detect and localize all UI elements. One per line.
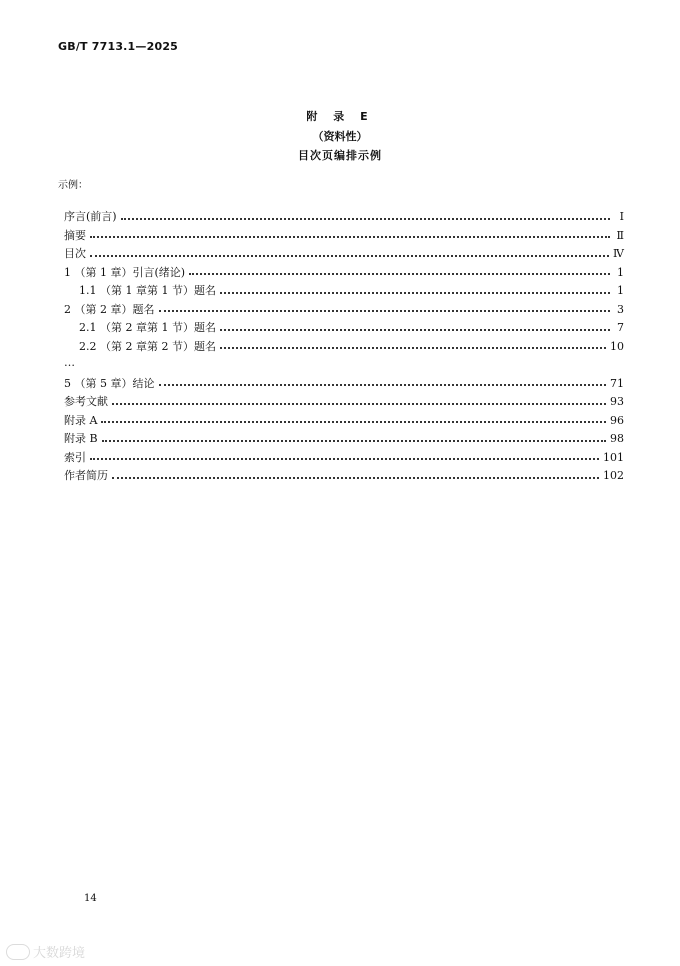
- toc-entry-label: 附录 B: [64, 432, 98, 445]
- watermark: [6, 942, 85, 961]
- toc-entry-label: 索引: [64, 450, 86, 464]
- toc-entry-label: 5 （第 5 章）结论: [64, 376, 155, 390]
- toc-ellipsis: [64, 356, 624, 375]
- table-of-contents: [64, 208, 624, 486]
- toc-entry-page: 7: [617, 321, 624, 334]
- toc-leader-dots: [90, 255, 609, 257]
- toc-entry: [64, 245, 624, 264]
- toc-entry-label: 2 （第 2 章）题名: [64, 302, 155, 316]
- toc-leader-dots: [220, 347, 606, 349]
- toc-entry: [64, 264, 624, 283]
- appendix-type: （资料性）: [312, 130, 368, 143]
- toc-leader-dots: [112, 477, 599, 479]
- toc-entry-label: 1.1 （第 1 章第 1 节）题名: [79, 284, 216, 297]
- toc-entry-page: 1: [617, 284, 624, 297]
- standard-code: GB/T 7713.1—2025: [58, 40, 179, 53]
- toc-leader-dots: [121, 218, 610, 220]
- toc-entry-label: 参考文献: [64, 395, 108, 408]
- toc-entry-page: 101: [603, 450, 624, 464]
- toc-leader-dots: [102, 440, 606, 442]
- toc-entry-label: 1 （第 1 章）引言(绪论): [64, 265, 186, 279]
- appendix-subtitle: 目次页编排示例: [298, 149, 382, 162]
- toc-leader-dots: [220, 329, 610, 331]
- toc-leader-dots: [220, 292, 610, 294]
- toc-entry-label: 目次: [64, 247, 86, 260]
- toc-leader-dots: [112, 403, 606, 405]
- toc-entry-page: 10: [610, 339, 624, 353]
- toc-entry-label: 序言(前言): [64, 210, 117, 223]
- toc-leader-dots: [159, 384, 607, 386]
- toc-entry: [64, 449, 624, 468]
- toc-entry-page: 102: [603, 469, 624, 482]
- toc-entry: [64, 412, 624, 431]
- toc-entry-page: Ⅰ: [619, 210, 624, 223]
- toc-leader-dots: [90, 458, 599, 460]
- toc-entry-page: 98: [610, 432, 624, 445]
- toc-entry-label: 附录 A: [64, 413, 98, 427]
- toc-entry-page: 3: [617, 302, 624, 316]
- toc-entry-page: 1: [617, 265, 624, 279]
- example-label: 示例：: [58, 180, 88, 191]
- toc-entry: [64, 208, 624, 227]
- toc-leader-dots: [101, 421, 606, 423]
- toc-entry-page: 71: [610, 376, 624, 390]
- appendix-title: 附 录 E: [306, 110, 374, 123]
- toc-entry: [64, 467, 624, 486]
- toc-leader-dots: [90, 236, 610, 238]
- toc-entry-page: Ⅱ: [616, 228, 624, 242]
- toc-entry-label: 2.2 （第 2 章第 2 节）题名: [79, 339, 216, 353]
- watermark-text: 大数跨境: [33, 946, 86, 961]
- toc-entry-label: 2.1 （第 2 章第 1 节）题名: [79, 321, 216, 334]
- toc-entry-page: 93: [610, 395, 624, 408]
- toc-entry: [64, 338, 624, 357]
- brand-logo-icon: [6, 944, 30, 960]
- toc-leader-dots: [189, 273, 610, 275]
- toc-leader-dots: [159, 310, 611, 312]
- toc-entry: [64, 393, 624, 412]
- toc-entry-page: Ⅳ: [613, 247, 624, 260]
- toc-entry: [64, 301, 624, 320]
- toc-entry-label: 摘要: [64, 228, 86, 242]
- page-number: 14: [84, 893, 97, 904]
- toc-entry: [64, 319, 624, 338]
- toc-entry: [64, 430, 624, 449]
- toc-entry-page: 96: [610, 413, 624, 427]
- toc-entry: [64, 282, 624, 301]
- toc-entry: [64, 227, 624, 246]
- toc-ellipsis-text: …: [64, 356, 75, 369]
- toc-entry: [64, 375, 624, 394]
- toc-entry-label: 作者简历: [64, 469, 108, 482]
